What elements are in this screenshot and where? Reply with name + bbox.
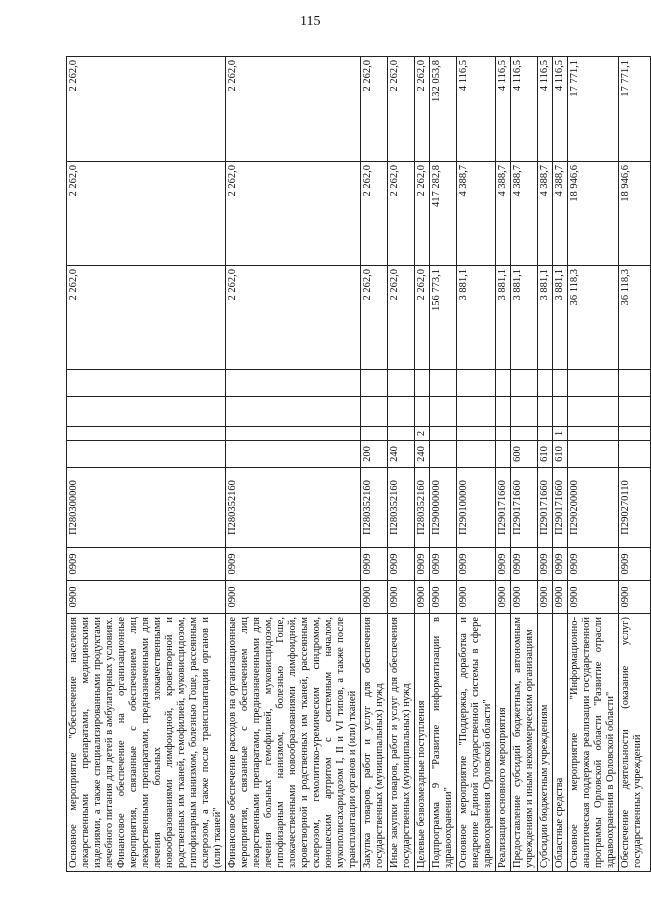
grbs-code: 0900: [568, 581, 619, 614]
empty-col-1: [619, 397, 651, 427]
amount-2: 2 262,0: [67, 162, 226, 266]
amount-1: 2 262,0: [388, 266, 415, 370]
amount-1: 3 881,1: [511, 266, 538, 370]
amount-1: 3 881,1: [496, 266, 511, 370]
grbs-code: 0900: [67, 581, 226, 614]
expense-type: [67, 441, 226, 468]
kosgu-code: [496, 427, 511, 441]
section-code: 0909: [430, 548, 457, 581]
empty-col-2: [388, 370, 415, 397]
target-article: П290171660: [496, 468, 511, 548]
target-article: П290000000: [430, 468, 457, 548]
amount-3: 4 116,5: [511, 57, 538, 162]
amount-2: 4 388,7: [496, 162, 511, 266]
table-row: [553, 57, 568, 872]
empty-col-2: [553, 370, 568, 397]
empty-col-2: [511, 370, 538, 397]
table-row: [430, 57, 457, 872]
empty-col-1: [226, 397, 361, 427]
empty-col-1: [496, 397, 511, 427]
empty-col-2: [568, 370, 619, 397]
amount-2: 4 388,7: [538, 162, 553, 266]
target-article: П280352160: [226, 468, 361, 548]
kosgu-code: [568, 427, 619, 441]
target-article: П290200000: [568, 468, 619, 548]
amount-3: 2 262,0: [388, 57, 415, 162]
section-code: 0909: [568, 548, 619, 581]
expense-type: 600: [511, 441, 538, 468]
row-name: Основное мероприятие "Обеспечение населения лекарственными препаратами, медицинскими изделиями, а также специализированными продуктами лечебного питания для детей в амбулаторных условиях. Финансовое обеспечение на организационные мероприятия, связанные с обеспечением лиц лекарственными препаратами, предназначенными для лечения больных злокачественными новообразованиями лимфоидной, кроветворной и родственных им тканей, гемофилией, муковисцидозом, гипофизарным нанизмом, болезнью Гоше, рассеянным склерозом, а также после трансплантации органов и (или) тканей": [67, 614, 226, 872]
empty-col-2: [361, 370, 388, 397]
table-row: [361, 57, 388, 872]
empty-col-1: [361, 397, 388, 427]
amount-1: 156 773,1: [430, 266, 457, 370]
amount-3: 4 116,5: [538, 57, 553, 162]
empty-col-1: [430, 397, 457, 427]
target-article: П280352160: [361, 468, 388, 548]
rotated-table-area: [66, 57, 643, 872]
target-article: П280352160: [388, 468, 415, 548]
section-code: 0909: [538, 548, 553, 581]
amount-3: 2 262,0: [67, 57, 226, 162]
row-name: Областные средства: [553, 614, 568, 872]
amount-3: 2 262,0: [361, 57, 388, 162]
expense-type: 240: [415, 441, 430, 468]
empty-col-1: [388, 397, 415, 427]
kosgu-code: [457, 427, 496, 441]
amount-3: 2 262,0: [226, 57, 361, 162]
expense-type: 610: [553, 441, 568, 468]
empty-col-2: [619, 370, 651, 397]
grbs-code: 0900: [496, 581, 511, 614]
amount-1: 2 262,0: [226, 266, 361, 370]
amount-3: 132 053,8: [430, 57, 457, 162]
table-row: [415, 57, 430, 872]
target-article: П280352160: [415, 468, 430, 548]
grbs-code: 0900: [388, 581, 415, 614]
grbs-code: 0900: [415, 581, 430, 614]
target-article: П290171660: [538, 468, 553, 548]
amount-2: 18 946,6: [568, 162, 619, 266]
table-row: [226, 57, 361, 872]
amount-1: 2 262,0: [67, 266, 226, 370]
row-name: Субсидии бюджетным учреждениям: [538, 614, 553, 872]
amount-1: 3 881,1: [538, 266, 553, 370]
row-name: Иные закупки товаров, работ и услуг для обеспечения государственных (муниципальных) нужд: [388, 614, 415, 872]
amount-3: 2 262,0: [415, 57, 430, 162]
amount-2: 417 282,8: [430, 162, 457, 266]
kosgu-code: [361, 427, 388, 441]
amount-2: 2 262,0: [415, 162, 430, 266]
section-code: 0909: [553, 548, 568, 581]
kosgu-code: [511, 427, 538, 441]
empty-col-2: [67, 370, 226, 397]
amount-2: 4 388,7: [511, 162, 538, 266]
amount-2: 4 388,7: [457, 162, 496, 266]
empty-col-2: [226, 370, 361, 397]
empty-col-1: [415, 397, 430, 427]
grbs-code: 0900: [430, 581, 457, 614]
target-article: П290171660: [511, 468, 538, 548]
amount-2: 2 262,0: [226, 162, 361, 266]
grbs-code: 0900: [619, 581, 651, 614]
amount-2: 18 946,6: [619, 162, 651, 266]
expense-type: [619, 441, 651, 468]
table-row: [388, 57, 415, 872]
target-article: П290171660: [553, 468, 568, 548]
expense-type: [430, 441, 457, 468]
amount-1: 2 262,0: [361, 266, 388, 370]
kosgu-code: [538, 427, 553, 441]
section-code: 0909: [457, 548, 496, 581]
empty-col-2: [430, 370, 457, 397]
row-name: Обеспечение деятельности (оказание услуг) государственных учреждений: [619, 614, 651, 872]
expense-type: 610: [538, 441, 553, 468]
table-row: [511, 57, 538, 872]
grbs-code: 0900: [511, 581, 538, 614]
grbs-code: 0900: [457, 581, 496, 614]
amount-3: 4 116,5: [457, 57, 496, 162]
grbs-code: 0900: [226, 581, 361, 614]
row-name: Основное мероприятие "Информационно-аналитическая поддержка реализации государственной программы Орловской области "Развитие отрасли здравоохранения в Орловской области": [568, 614, 619, 872]
target-article: П290100000: [457, 468, 496, 548]
kosgu-code: [430, 427, 457, 441]
amount-2: 2 262,0: [388, 162, 415, 266]
amount-3: 17 771,1: [568, 57, 619, 162]
table-row: [538, 57, 553, 872]
row-name: Целевые безвозмездные поступления: [415, 614, 430, 872]
amount-2: 2 262,0: [361, 162, 388, 266]
empty-col-2: [457, 370, 496, 397]
amount-3: 4 116,5: [496, 57, 511, 162]
budget-table: [66, 56, 651, 872]
kosgu-code: [226, 427, 361, 441]
section-code: 0909: [388, 548, 415, 581]
amount-1: 3 881,1: [553, 266, 568, 370]
empty-col-1: [568, 397, 619, 427]
section-code: 0909: [226, 548, 361, 581]
section-code: 0909: [619, 548, 651, 581]
row-name: Закупка товаров, работ и услуг для обеспечения государственных (муниципальных) нужд: [361, 614, 388, 872]
row-name: Финансовое обеспечение расходов на организационные мероприятия, связанные с обеспечением лиц лекарственными препаратами, предназначенными для лечения больных гемофилией, муковисцидозом, гипофизарным нанизмом, болезнью Гоше, злокачественными новообразованиями лимфоидной, кроветворной и родственных им тканей, рассеянным склерозом, гемолитико-уремическим синдромом, юношеским артритом с системным началом, мукополисахаридозом I, II и VI типов, а также после трансплантации органов и (или) тканей: [226, 614, 361, 872]
empty-col-2: [538, 370, 553, 397]
grbs-code: 0900: [538, 581, 553, 614]
empty-col-2: [415, 370, 430, 397]
amount-3: 17 771,1: [619, 57, 651, 162]
grbs-code: 0900: [553, 581, 568, 614]
empty-col-1: [553, 397, 568, 427]
empty-col-1: [511, 397, 538, 427]
expense-type: [568, 441, 619, 468]
kosgu-code: [388, 427, 415, 441]
kosgu-code: [619, 427, 651, 441]
table-row: [568, 57, 619, 872]
section-code: 0909: [496, 548, 511, 581]
row-name: Подпрограмма 9 "Развитие информатизации в здравоохранении": [430, 614, 457, 872]
expense-type: [226, 441, 361, 468]
expense-type: [457, 441, 496, 468]
target-article: П290270110: [619, 468, 651, 548]
kosgu-code: 2: [415, 427, 430, 441]
amount-3: 4 116,5: [553, 57, 568, 162]
amount-1: 3 881,1: [457, 266, 496, 370]
table-row: [619, 57, 651, 872]
row-name: Основное мероприятие "Поддержка, доработка и внедрение Единой государственной системы в сфере здравоохранения Орловской области": [457, 614, 496, 872]
table-row: [67, 57, 226, 872]
grbs-code: 0900: [361, 581, 388, 614]
page-number: 115: [300, 14, 321, 29]
kosgu-code: [67, 427, 226, 441]
row-name: Реализация основного мероприятия: [496, 614, 511, 872]
section-code: 0909: [511, 548, 538, 581]
empty-col-1: [457, 397, 496, 427]
empty-col-2: [496, 370, 511, 397]
amount-1: 2 262,0: [415, 266, 430, 370]
row-name: Предоставление субсидий бюджетным, автономным учреждениям и иным некоммерческим организациям: [511, 614, 538, 872]
section-code: 0909: [67, 548, 226, 581]
expense-type: 240: [388, 441, 415, 468]
section-code: 0909: [361, 548, 388, 581]
expense-type: 200: [361, 441, 388, 468]
empty-col-1: [67, 397, 226, 427]
table-row: [457, 57, 496, 872]
amount-2: 4 388,7: [553, 162, 568, 266]
expense-type: [496, 441, 511, 468]
amount-1: 36 118,3: [568, 266, 619, 370]
kosgu-code: 1: [553, 427, 568, 441]
table-row: [496, 57, 511, 872]
empty-col-1: [538, 397, 553, 427]
amount-1: 36 118,3: [619, 266, 651, 370]
section-code: 0909: [415, 548, 430, 581]
target-article: П280300000: [67, 468, 226, 548]
